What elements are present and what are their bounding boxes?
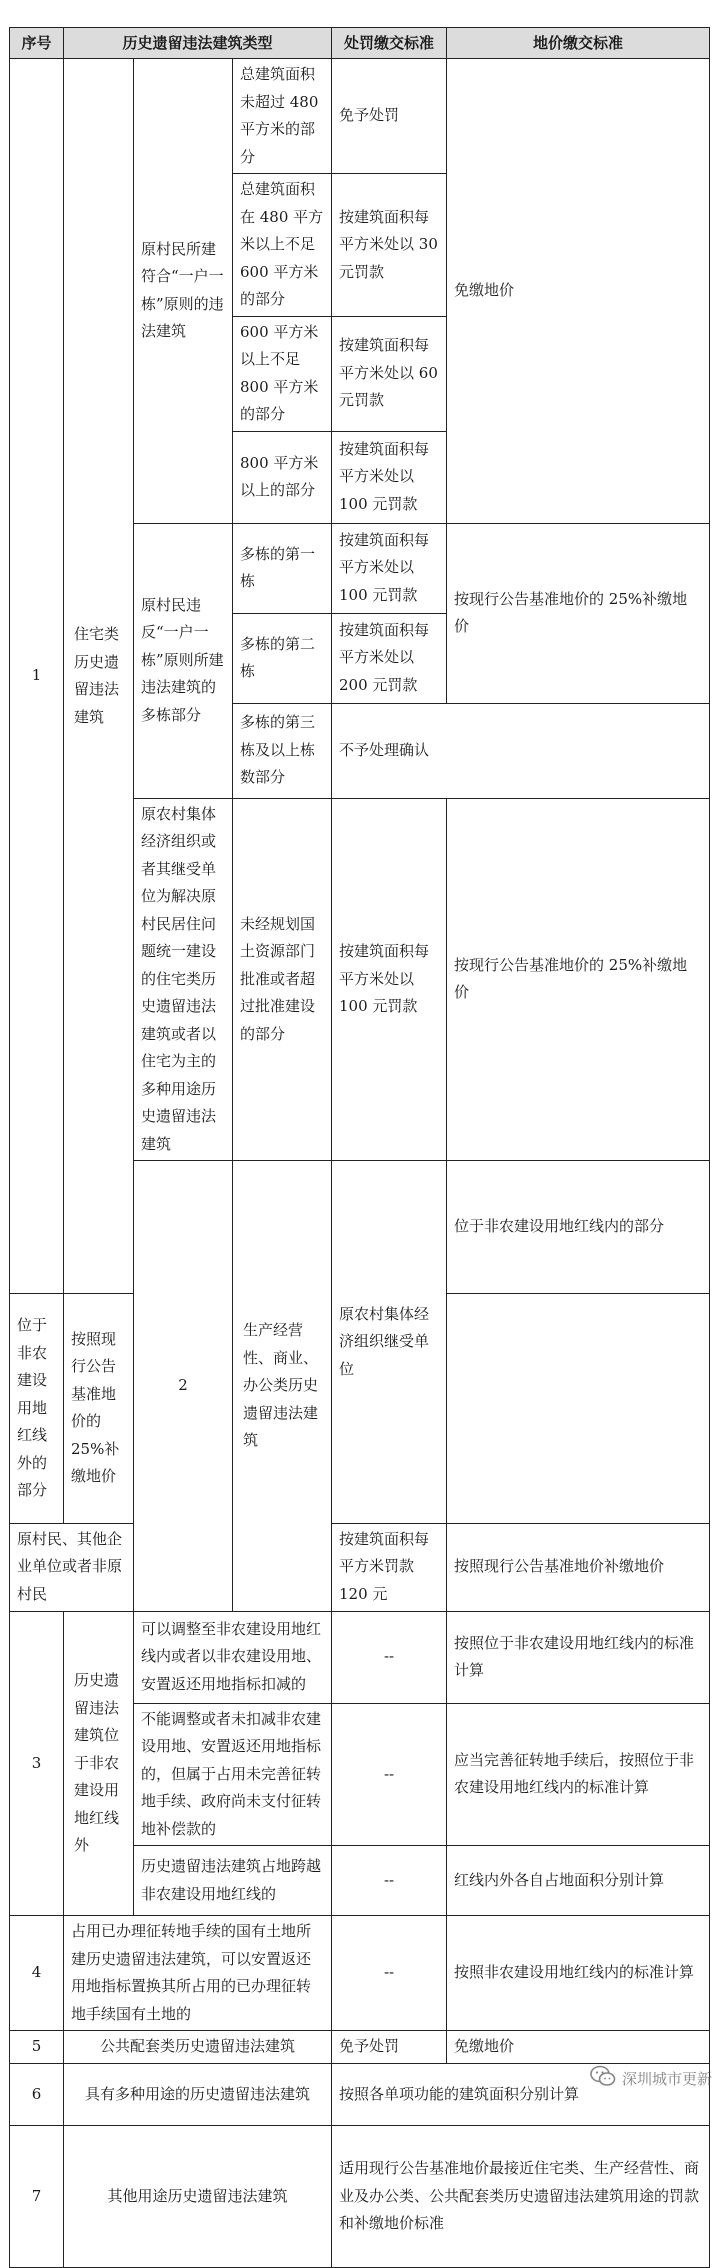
row-category: 住宅类历史遗留违法建筑	[64, 59, 134, 1294]
table-row	[10, 1916, 710, 2031]
penalty-cell: --	[332, 1846, 447, 1916]
land-price-cell: 按照非农建设用地红线内的标准计算	[447, 1916, 710, 2031]
penalty-cell: 按建筑面积每平方米处以 100 元罚款	[332, 523, 447, 613]
subcategory-label: 原农村集体经济组织继受单位	[332, 1161, 447, 1524]
header-land: 地价缴交标准	[447, 28, 710, 59]
header-type: 历史遗留违法建筑类型	[64, 28, 332, 59]
condition-cell: 不能调整或者未扣减非农建设用地、安置返还用地指标的，但属于占用未完善征转地手续、政府尚未支付征转地补偿款的	[134, 1703, 332, 1846]
land-price-cell: 应当完善征转地手续后，按照位于非农建设用地红线内的标准计算	[447, 1703, 710, 1846]
row-seq: 5	[10, 2031, 64, 2064]
land-price-cell: 红线内外各自占地面积分别计算	[447, 1846, 710, 1916]
penalty-cell: --	[332, 1611, 447, 1703]
table-row	[10, 1523, 710, 1611]
penalty-cell: 按建筑面积每平方米处以 30 元罚款	[332, 174, 447, 317]
penalty-cell: 按建筑面积每平方米处以 100 元罚款	[332, 798, 447, 1161]
header-penalty: 处罚缴交标准	[332, 28, 447, 59]
wechat-icon	[590, 2065, 616, 2091]
scope-cell: 600 平方米以上不足 800 平方米的部分	[233, 316, 332, 431]
header-row	[10, 28, 710, 59]
scope-cell: 多栋的第三栋及以上栋数部分	[233, 703, 332, 798]
subcategory-label: 原农村集体经济组织或者其继受单位为解决原村民居住问题统一建设的住宅类历史遗留违法建筑或者以住宅为主的多种用途历史遗留违法建筑	[134, 798, 233, 1161]
building-type-cell: 公共配套类历史遗留违法建筑	[64, 2031, 332, 2064]
standard-cell: 适用现行公告基准地价最接近住宅类、生产经营性、商业及办公类、公共配套类历史遗留违法建筑用途的罚款和补缴地价标准	[332, 2126, 710, 2268]
land-price-cell: 按照现行公告基准地价的 25%补缴地价	[64, 1294, 134, 1523]
row-seq: 3	[10, 1611, 64, 1916]
table-row	[10, 1611, 710, 1703]
land-price-cell: 按照位于非农建设用地红线内的标准计算	[447, 1611, 710, 1703]
scope-cell: 多栋的第二栋	[233, 613, 332, 703]
row-seq: 7	[10, 2126, 64, 2268]
penalty-cell: 按建筑面积每平方米处以 60 元罚款	[332, 316, 447, 431]
standard-cell: 按照各单项功能的建筑面积分别计算	[332, 2064, 710, 2126]
penalty-cell: 按建筑面积每平方米罚款 120 元	[332, 1523, 447, 1611]
penalty-cell: --	[332, 1916, 447, 2031]
table-row	[10, 2031, 710, 2064]
scope-cell: 多栋的第一栋	[233, 523, 332, 613]
penalty-cell: 免予处罚	[332, 2031, 447, 2064]
row-category: 生产经营性、商业、办公类历史遗留违法建筑	[233, 1161, 332, 1612]
subcategory-label: 原村民、其他企业单位或者非原村民	[10, 1523, 134, 1611]
condition-cell: 历史遗留违法建筑占地跨越非农建设用地红线的	[134, 1846, 332, 1916]
land-price-cell: 按现行公告基准地价的 25%补缴地价	[447, 523, 710, 703]
land-price-cell: 按照现行公告基准地价补缴地价	[447, 1523, 710, 1611]
building-type-cell: 其他用途历史遗留违法建筑	[64, 2126, 332, 2268]
penalty-cell: 按建筑面积每平方米处以 100 元罚款	[332, 431, 447, 523]
scope-cell: 总建筑面积未超过 480 平方米的部分	[233, 59, 332, 174]
land-price-cell: 免缴地价	[447, 59, 710, 524]
row-seq: 1	[10, 59, 64, 1294]
header-seq: 序号	[10, 28, 64, 59]
standards-table	[9, 27, 710, 2268]
condition-cell: 可以调整至非农建设用地红线内或者以非农建设用地、安置返还用地指标扣减的	[134, 1611, 332, 1703]
scope-cell: 位于非农建设用地红线外的部分	[10, 1294, 64, 1523]
building-type-cell: 具有多种用途的历史遗留违法建筑	[64, 2064, 332, 2126]
penalty-cell: 免予处罚	[332, 59, 447, 174]
subcategory-label: 原村民违反“一户一栋”原则所建违法建筑的多栋部分	[134, 523, 233, 798]
row-seq: 4	[10, 1916, 64, 2031]
table-row	[10, 59, 710, 174]
scope-cell: 未经规划国土资源部门批准或者超过批准建设的部分	[233, 798, 332, 1161]
land-price-cell: 免缴地价	[447, 2031, 710, 2064]
subcategory-label: 原村民所建符合“一户一栋”原则的违法建筑	[134, 59, 233, 524]
table-row	[10, 2126, 710, 2268]
land-price-cell: 按现行公告基准地价的 25%补缴地价	[447, 798, 710, 1161]
penalty-cell: --	[332, 1703, 447, 1846]
watermark	[590, 2065, 712, 2091]
row-seq: 2	[134, 1161, 233, 1612]
penalty-cell: 按建筑面积每平方米处以 200 元罚款	[332, 613, 447, 703]
scope-cell: 总建筑面积在 480 平方米以上不足 600 平方米的部分	[233, 174, 332, 317]
penalty-cell: 不予处理确认	[332, 703, 710, 798]
row-category: 历史遗留违法建筑位于非农建设用地红线外	[64, 1611, 134, 1916]
scope-cell: 800 平方米以上的部分	[233, 431, 332, 523]
watermark-text: 深圳城市更新	[621, 2069, 712, 2088]
condition-cell: 占用已办理征转地手续的国有土地所建历史遗留违法建筑，可以安置返还用地指标置换其所占用的已办理征转地手续国有土地的	[64, 1916, 332, 2031]
scope-cell: 位于非农建设用地红线内的部分	[447, 1161, 710, 1294]
row-seq: 6	[10, 2064, 64, 2126]
